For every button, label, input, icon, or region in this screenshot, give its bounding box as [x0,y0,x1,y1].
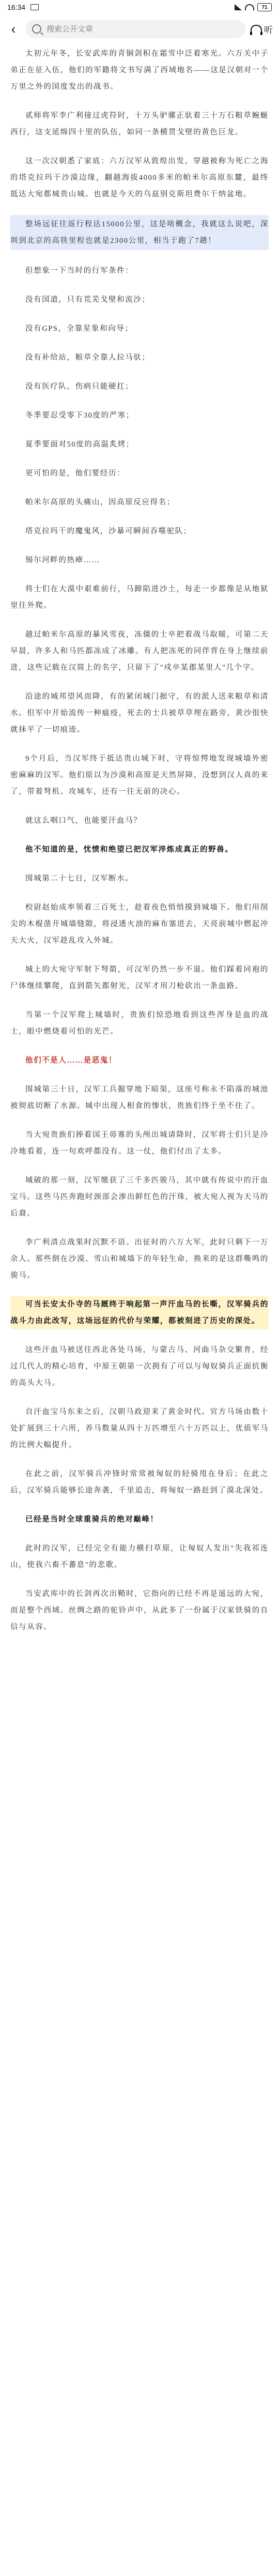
status-right [235,3,272,11]
article-paragraph: 可当长安太仆寺的马厩终于响起第一声汗血马的长嘶，汉军骑兵的战斗力由此改写，这场远征的代价与荣耀，都被刻进了历史的深处。 [10,1296,269,1329]
search-icon [32,24,41,34]
article-paragraph: 这些汗血马被送往西北各处马场，与蒙古马、河曲马杂交繁育，经过几代人的精心培育，中原王朝第一次拥有了可以与匈奴骑兵正面抗衡的高头大马。 [10,1346,269,1387]
article-paragraph: 城破的那一刻，汉军缴获了三千多匹骏马，其中就有传说中的汗血宝马。这些马匹奔跑时颈部会渗出鲜红色的汗珠，被大宛人视为天马的后裔。 [10,1176,269,1218]
article-paragraph: 太初元年冬，长安武库的青铜剑积在霜雪中泛着寒光。六万关中子弟正在征入伍，他们的军籍将文书写满了西域地名——这是汉朝对一个万里之外的国度发出的战书。 [10,50,269,91]
article-paragraph: 他不知道的是，忧愤和绝望已把汉军淬炼成真正的野兽。 [25,846,234,854]
search-input[interactable] [45,24,239,34]
article-paragraph: 他们不是人……是恶鬼！ [25,1056,117,1065]
article-paragraph: 越过帕米尔高原的暴风雪夜，冻僵的士卒把着战马取暖，可第二天早晨，许多人和马匹都冻成了冰雕。有人把冻死的同伴背在身上继续前进，这些记载在汉简上的名字，只留下了"戍卒某郡某里人"几个字。 [10,631,269,672]
article-paragraph: 校尉赵始成率领着三百死士，趁着夜色悄悄摸到城墙下。他们用削尖的木棍凿开城墙缝隙，将浸透火油的麻布塞进去，天亮前城中燃起冲天大火，汉军趁乱攻入外城。 [10,903,269,945]
article-paragraph: 城上的大宛守军射下弩箭，可汉军仍然一步不退。他们踩着同袍的尸体继续攀爬，直到箭矢都射光，汉军才用刀枪砍出一条血路。 [10,965,269,990]
status-bar [0,0,279,14]
status-left [7,3,39,11]
article-paragraph: 就这么咽口气，也能要汗血马？ [25,817,142,825]
article-paragraph: 没有医疗队，伤病只能硬扛； [25,382,134,391]
article-paragraph: 已经是当时全球重骑兵的绝对巅峰！ [25,1515,159,1524]
signal-icon [235,4,242,10]
article-paragraph: 此时的汉军，已经完全有能力横扫草原，让匈奴人发出"失我祁连山，使我六畜不蕃息"的悲歌。 [10,1544,269,1569]
article-paragraph: 没有GPS，全靠星象和向导； [25,325,133,333]
article-paragraph: 围城第三十日，汉军工兵掘穿地下暗渠，这座号称永不陷落的城池被彻底切断了水源。城中出现人相食的惨状，贵族们终于坐不住了。 [10,1085,269,1110]
article-paragraph: 塔克拉玛干的魔鬼风，沙暴可瞬间吞噬驼队； [25,527,192,535]
chevron-left-icon: ‹ [11,21,16,37]
message-icon [30,4,39,10]
article-paragraph: 围城第二十七日，汉军断水。 [25,875,134,883]
article-paragraph: 自汗血宝马东来之后，汉朝马政迎来了黄金时代。官方马场由数十处扩展到三十六所，养马数量从四十万匹增至六十万匹以上，优质军马的比例大幅提升。 [10,1408,269,1449]
article-paragraph: 没有国道，只有荒芜戈壁和流沙； [25,296,150,304]
status-time: 16:34 [7,3,26,11]
article-paragraph: 当安武库中的长剑再次出鞘时，它指向的已经不再是遥远的大宛，而是整个西域。丝绸之路的驼铃声中，从此多了一份属于汉家铁骑的自信与从容。 [10,1590,269,1631]
article-paragraph: 这一次汉朝悉了家底：六万汉军从敦煌出发，穿越被称为死亡之海的塔克拉玛干沙漠边缘，翻越海拔4000多米的帕米尔高原东麓，最终抵达大宛都城贵山城。也就是今天的乌兹别克斯坦费尔干纳盆地。 [10,157,269,198]
article-paragraph: 帕米尔高原的头痛山，因高原反应得名； [25,498,175,507]
article-paragraph: 9个月后，当汉军终于抵达贵山城下时，守将惊愕地发现城墙外密密麻麻的汉军。他们原以为沙漠和高原是天然屏障，没想到汉人真的来了，带着弩机、攻城车，还有一往无前的决心。 [10,755,269,796]
top-bar [0,14,279,43]
battery-icon: 71 [257,3,272,11]
article-paragraph: 更可怕的是，他们要经历： [25,469,126,478]
article-paragraph: 当大宛贵族们捧着国王毋寡的头颅出城请降时，汉军将士们只是冷冷地看着，连一句欢呼都没有。这一仗，他们付出了太多。 [10,1131,269,1156]
article-paragraph: 贰师将军李广利接过虎符时，十万头驴骡正驮着三十万石粮草蜿蜒西行，这支延绵四十里的队伍，如同一条横贯戈壁的黄色巨龙。 [10,112,269,136]
wifi-icon [245,4,254,10]
search-box[interactable] [26,20,245,38]
listen-button[interactable] [251,23,273,36]
article-paragraph: 当第一个汉军爬上城墙时，贵族们惊恐地看到这些浑身是血的战士，眼中燃烧着可怕的光芒。 [10,1011,269,1036]
article-paragraph: 沿途的城邦望风而降，有的紧闭城门据守，有的派人送来粮草和清水。但军中开始流传一种瘟疫，死去的士兵被草草埋在路旁，黄沙很快就抹平了一切痕迹。 [10,693,269,734]
back-button[interactable] [6,22,21,36]
article-paragraph: 整场远征往返行程达15000公里，这是啥概念，我就这么说吧，深圳到北京的高铁里程也就是2300公里，相当于跑了7趟！ [10,215,269,250]
article-paragraph: 但想象一下当时的行军条件： [25,267,134,275]
article-paragraph: 夏季要面对50度的高温炙烤； [25,440,134,449]
article-paragraph: 没有补给站，粮草全靠人拉马驮； [25,354,150,362]
article-paragraph: 在此之前，汉军骑兵冲锋时常常被匈奴的轻骑甩在身后；在此之后，汉军骑兵能够长途奔袭，千里追击，将匈奴一路赶到了漠北深处。 [10,1470,269,1495]
article-paragraph: 将士们在大漠中艰难前行，马蹄陷进沙土，每走一步都像是从地狱里往外爬。 [10,585,269,610]
headphone-icon [251,25,262,33]
article-body [0,43,279,1635]
listen-label: 听 [264,25,273,35]
article-paragraph: 冬季要忍受零下30度的严寒； [25,411,134,420]
article-paragraph: 锡尔河畔的热瘴…… [25,556,100,564]
article-paragraph: 李广利清点战果时沉默不语。出征时的六万大军，此时只剩下一万余人。那些倒在沙漠、雪山和城墙下的年轻生命，换来的是这群嘶鸣的骏马。 [10,1238,269,1280]
